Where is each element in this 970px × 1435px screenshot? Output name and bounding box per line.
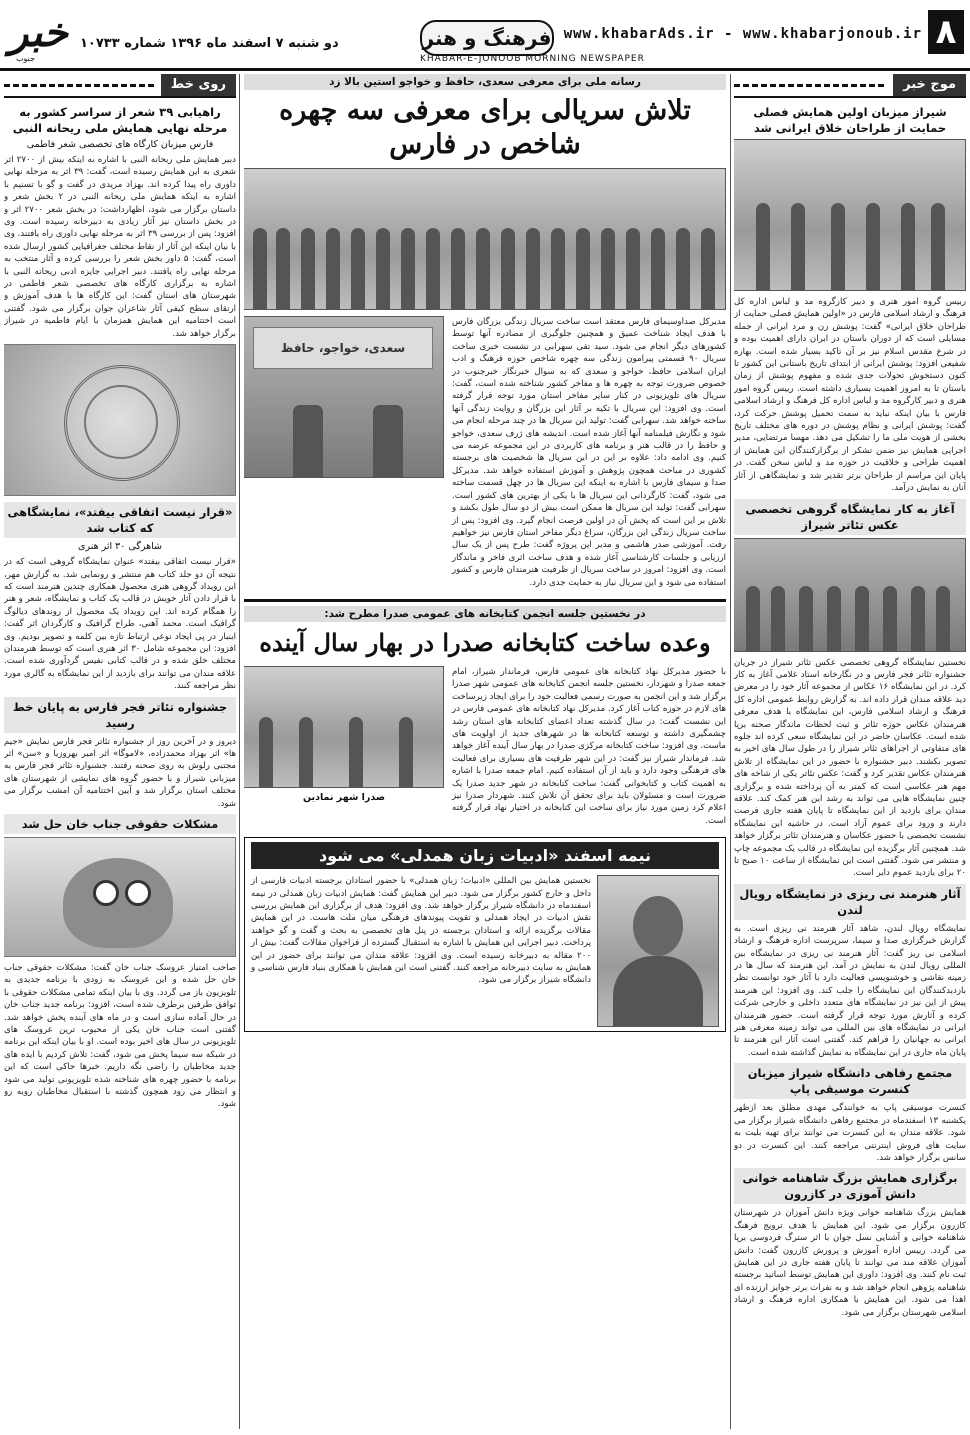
- article-title: جشنواره تئاتر فجر فارس به پایان خط رسید: [4, 697, 236, 733]
- calligraphy-ornament-image: [4, 344, 236, 496]
- article-title: برگزاری همایش بزرگ شاهنامه خوانی دانش آموزی در کازرون: [734, 1168, 966, 1204]
- poster-banner: سعدی، خواجو، حافظ: [253, 327, 433, 369]
- article-body: همایش بزرگ شاهنامه خوانی ویژه دانش آموزان در شهرستان کازرون برگزار می شود. این همایش با هدف ترویج فرهنگ شاهنامه خوانی و آشنایی نسل جوان با اثر سترگ فردوسی برپا می گردد. رییس اداره آموزش و پرورش کازرون گفت: دانش آموزان علاقه مند می توانند تا پایان هفته جاری در این همایش ثبت نام کنند. وی افزود: داوری این همایش توسط اساتید برجسته شاهنامه پژوهی انجام خواهد شد و به نفرات برتر جوایز ارزنده ای اهدا می شود. این همایش با همکاری اداره فرهنگ و ارشاد اسلامی شهرستان برگزار می شود.: [734, 1208, 966, 1318]
- story-block: [244, 316, 726, 593]
- column-label: روی خط: [161, 74, 236, 96]
- article-body: نخستین نمایشگاه گروهی تخصصی عکس تئاتر شیراز در جریان جشنواره تئاتر فجر فارس و در نگارخانه استاد غلامی آغاز به کار کرد. در این نمایشگاه ۱۶ عکاس از مجموعه آثار خود را در معرض دید علاقه مندان قرار داده اند. به گزارش روابط عمومی اداره کل فرهنگ و ارشاد اسلامی فارس، این نمایشگاه با هدف معرفی هنرمندان عکاس حوزه تئاتر و ثبت لحظات ماندگار صحنه برپا شده است. عکاسان حاضر در این نمایشگاه سعی کرده اند جلوه های متفاوتی از اجراهای تئاتر شیراز را در طول سال های اخیر به تصویر بکشند. دبیر جشنواره با حضور در این نمایشگاه از تلاش هنرمندان عکاس تقدیر کرد و گفت: عکس تئاتر یکی از شاخه های مهم هنر عکاسی است که کمتر به آن پرداخته شده و برگزاری چنین نمایشگاه هایی می تواند به رشد این هنر کمک کند. علاقه مندان برای بازدید از این نمایشگاه تا پایان هفته جاری فرصت دارند و ورود برای عموم آزاد است. در حاشیه این نمایشگاه نشست تخصصی با حضور عکاسان و هنرمندان تئاتر برگزار خواهد شد. همچنین آثار برگزیده این نمایشگاه در قالب یک مجموعه چاپ و منتشر می شود. گفتنی است این نمایشگاه از ساعت ۱۰ صبح تا ۲۰ برای بازدید عموم دایر است.: [734, 657, 966, 879]
- article-body: صاحب امتیاز عروسک جناب خان گفت: مشکلات حقوقی جناب خان حل شده و این عروسک به زودی با برنامه جدیدی به تلویزیون باز می گردد. وی با بیان اینکه تمامی مشکلات حقوقی با توافق طرفین برطرف شده است، افزود: برنامه جدید جناب خان در حال آماده سازی است و در ماه های آینده پخش خواهد شد. گفتنی است جناب خان یکی از محبوب ترین عروسک های تلویزیونی در سال های اخیر بوده است. او با بیان اینکه این برنامه در شبکه سه سیما پخش می شود، گفت: تلاش کردیم با ایده های جدید مخاطبان را راضی نگه داریم. خبرها حاکی است که این برنامه با حضور چهره های شناخته شده تلویزیونی تولید می شود و انتظار می رود همچون گذشته با استقبال مخاطبان روبه رو شود.: [4, 963, 236, 1110]
- headline-kicker: رسانه ملی برای معرفی سعدی، حافظ و خواجو استین بالا زد: [244, 74, 726, 90]
- column-label: موج خبر: [893, 74, 966, 96]
- article-body: مدیرکل صداوسیمای فارس معتقد است ساخت سریال زندگی بزرگان فارس با هدف ایجاد شناخت عمیق و همچنین جلوگیری از مصادره آنها توسط کشورهای دیگر انجام می شود. سید تقی سهرابی در نشست خبری ساخت سریال ۹۰ قسمتی پیرامون زندگی سه چهره شاخص حوزه فرهنگ و ادب ایران اسلامی حافظ، خواجو و سعدی که به سوال خبرنگار خبرجنوب در خصوص ضرورت توجه به چهره ها و مفاخر کشور شناخته شده است، گفت: سریال های تلویزیونی در کنار سایر مفاخر استان مورد توجه قرار گرفته است. وی افزود: این سریال با تکیه بر آثار این بزرگان و روایت زندگی آنها ساخته خواهد شد. سهرابی گفت: تولید این سریال ها در چند مرحله انجام می شود و نگارش فیلمنامه آنها آغاز شده است. اندیشه های ژرف سعدی، خواجو و حافظ را در قالب هنر و برنامه های کاربردی در این مجموعه عرضه می کنیم. وی ادامه داد: علاوه بر این در این سریال ها شخصیت های برجسته کشوری در مباحث همچون پژوهش و آموزش استفاده خواهد شد. مدیرکل صدا و سیمای فارس با اشاره به اینکه این سریال ها در چهل قسمت ساخته می شود، گفت: کارگردانی این سریال ها با یکی از بهترین های کشور است. سهرابی گفت: تولید این سریال ها ممکن است بیش از دو سال طول بکشد و تلاش بر این است که پخش آن در اولین فرصت انجام گیرد. وی افزود: پس از ساخت سریال زندگی این بزرگان، سراغ دیگر مفاخر استان فارس نیز خواهیم رفت. آموزشی صدر هاشمی و مدیر این پروژه گفت: طرح پس از یک سال ارزیابی و جلسات کارشناسی آغاز شده و هدف ساخت اثری فاخر و ماندگار است. وی افزود: امروز در ساخت سریال از ظرفیت هنرمندان فارس و کشور استفاده می شود و این سریال نیاز به حمایت جدی دارد.: [452, 317, 726, 588]
- article-body: دیروز و در آخرین روز از جشنواره تئاتر فجر فارس نمایش «جیم ها» اثر بهزاد محمدزاده، «لاموگا» اثر امیر بهروزیا و «سن» اثر مجتبی رلوش به روی صحنه رفتند. جشنواره تئاتر فجر فارس به میزبانی شیراز و با حضور گروه های نمایشی از شهرستان های مختلف استان برگزار شد و آیین اختتامیه آن امشب برگزار می شود.: [4, 736, 236, 809]
- article-subtitle: شاهرگی ۳۰ اثر هنری: [78, 541, 162, 553]
- article-title: راهیابی ۳۹ شعر از سراسر کشور به مرحله نهایی همایش ملی ریحانه النبی: [12, 105, 228, 135]
- article-with-image: [4, 154, 236, 344]
- article-body: با حضور مدیرکل نهاد کتابخانه های عمومی فارس، فرماندار شیراز، امام جمعه صدرا و شهردار، نخستین جلسه انجمن کتابخانه های عمومی شهر صدرا برگزار شد و این انجمن به صورت رسمی فعالیت خود را برای ایجاد زیرساخت های لازم در حوزه کتاب آغاز کرد. مدیرکل نهاد کتابخانه های عمومی فارس در این نشست گفت: در سال گذشته تعداد اعضای کتابخانه های استان رشد چشمگیری داشته و توسعه کتابخانه ها در شهرهای جدید از اولویت های ماست. وی افزود: ساخت کتابخانه مرکزی صدرا در بهار سال آینده آغاز خواهد شد. فرماندار شیراز نیز گفت: در این شهر ظرفیت های بسیاری برای فعالیت های فرهنگی وجود دارد و باید از آن استفاده کنیم. امام جمعه صدرا با اشاره به اهمیت کتاب و کتابخوانی گفت: ساخت کتابخانه در شهر جدید صدرا یک ضرورت است و مسئولان باید برای تحقق آن تلاش کنند. شهردار صدرا نیز اعلام کرد زمین مورد نیاز برای ساخت این کتابخانه در اختیار نهاد قرار گرفته است.: [451, 666, 726, 826]
- newspaper-tagline: KHABAR-E-JONOOB MORNING NEWSPAPER: [420, 54, 645, 64]
- left-column: [4, 74, 236, 1429]
- website-links[interactable]: www.khabarAds.ir - www.khabarjonoub.ir: [563, 26, 922, 42]
- article-title: آثار هنرمند نی ریزی در نمایشگاه رویال لندن: [734, 884, 966, 920]
- article-body: رییس گروه امور هنری و دبیر کارگروه مد و لباس اداره کل فرهنگ و ارشاد اسلامی فارس در «اولین همایش فصلی حمایت از طراحان خلاق ایرانی» گفت: پوشش زن و مرد ایرانی از جمله مسایلی است که از دوران باستان در ایران دارای اهمیت بوده و در شرع مقدس اسلام نیز بر آن تاکید بسیار شده است. بهاره شفیعی افزود: پوشش ایرانی از ابتدای تاریخ باستانی این کشور تا کنون دستخوش تحولات جدی شده و مفهوم پوشش از زمان باستان تا به امروز اهمیت بسیاری داشته است. رییس گروه امور هنری و دبیر کارگروه مد و لباس اداره کل فرهنگ و ارشاد اسلامی فارس با بیان اینکه نباید به سمت تحمیل پوشش حرکت کرد، گفت: پوشش ایرانی و نظام پوشش در دوره های مختلف تاریخ بخشی از هویت ملی ما را تشکیل می دهد. مهسا مرتضایی، مدیر اجرایی همایش نیز ضمن تشکر از برگزارکنندگان این همایش از اهمیت طراحی و خلاقیت در حوزه مد و لباس سخن گفت. در پایان این مراسم از طراحان برتر تقدیر شد و نمایشگاهی از آثار آنان به نمایش درآمد.: [734, 297, 966, 494]
- article-body: «قرار نیست اتفاقی بیفتد» عنوان نمایشگاه گروهی است که در نتیجه آن دو جلد کتاب هم منتشر و رونمایی شد. به گزارش مهر، این رویداد گروهی هنری محصول همکاری چندین هنرمند است که با قرار دادن آثار خویش در قالب یک کتاب و نمایشگاه، شعر و هنر را همگام کرده اند. این رویداد یک محصول از روندهای دیالوگ گرافیک است. محمد آهنی، طراح گرافیک و کارگردان اثر گفت: اینبار در پی ایجاد نوعی ارتباط تازه بین کلمه و تصویر بودیم. وی افزود: این مجموعه شامل ۳۰ اثر هنری است که توسط هنرمندان مختلف خلق شده و در قالب کتابی نفیس گردآوری شده است. علاقه مندان می توانند برای بازدید از این نمایشگاه به گالری مورد نظر مراجعه کنند.: [4, 557, 236, 692]
- group-photo: [244, 168, 726, 310]
- column-divider: [730, 74, 731, 1429]
- page-number: ۸: [928, 10, 964, 54]
- article-body: نمایشگاه رویال لندن، شاهد آثار هنرمند نی ریزی است. به گزارش خبرگزاری صدا و سیما، سرپرست اداره فرهنگ و ارشاد اسلامی نی ریز گفت: آثار هنرمند نی ریزی در نمایشگاه بین المللی رویال لندن به نمایش در آمد. این هنرمند که سال ها در زمینه نقاشی و خوشنویسی فعالیت دارد با آثار خود توانست نظر بازدیدکنندگان این نمایشگاه را جلب کند. وی افزود: این هنرمند پیش از این نیز در نمایشگاه های متعدد داخلی و خارجی شرکت کرده و آثارش مورد توجه قرار گرفته است. حضور هنرمندان ایرانی در نمایشگاه های بین المللی می تواند زمینه معرفی هنر ایرانی به جهانیان را فراهم کند. گفتنی است آثار این هنرمند تا پایان ماه جاری در این نمایشگاه به نمایش گذاشته شده است.: [734, 923, 966, 1058]
- column-divider: [239, 74, 240, 1429]
- article-title: شیراز میزبان اولین همایش فصلی حمایت از طراحان خلاق ایرانی شد: [753, 105, 947, 135]
- secondary-headline: وعده ساخت کتابخانه صدرا در بهار سال آینده: [259, 627, 711, 657]
- main-headline: تلاش سریالی برای معرفی سه چهره شاخص در فارس: [279, 95, 691, 160]
- portrait-photo: [597, 875, 719, 1027]
- feature-headline: نیمه اسفند «ادبیات زبان همدلی» می شود: [251, 842, 719, 869]
- right-column: [734, 74, 966, 1429]
- article-body: نخستین همایش بین المللی «ادبیات؛ زبان همدلی» با حضور استادان برجسته ادبیات فارسی از داخل و خارج کشور برگزار می شود. دبیر این همایش گفت: همایش ادبیات زبان همدلی در نیمه اسفندماه در دانشگاه شیراز برگزار خواهد شد. وی افزود: هدف از برگزاری این همایش بررسی نقش ادبیات در ایجاد همدلی و تقویت پیوندهای فرهنگی میان ملت هاست. در این همایش مقالات برگزیده ارائه و استادان برجسته در پنل های تخصصی به بحث و گفت و گو خواهند پرداخت. دبیر اجرایی این همایش با اشاره به استقبال گسترده از فراخوان مقالات گفت: بیش از ۲۰۰ مقاله به دبیرخانه رسیده است. وی افزود: علاقه مندان می توانند برای حضور در این همایش به سایت دبیرخانه مراجعه کنند. گفتنی است این همایش با همکاری بنیاد فارس شناسی و دانشگاه شیراز برگزار می شود.: [251, 876, 591, 986]
- center-column: [244, 74, 726, 1429]
- article-title: «قرار نیست اتفاقی بیفتد»، نمایشگاهی که کتاب شد: [4, 502, 236, 538]
- article-title: مشکلات حقوقی جناب خان حل شد: [4, 814, 236, 834]
- feature-body: [251, 875, 719, 1027]
- article-body: دبیر همایش ملی ریحانه النبی با اشاره به اینکه بیش از ۲۷۰۰ اثر شعری به این همایش رسیده است، گفت: ۳۹ اثر به مرحله نهایی داوری راه پیدا کرده اند. بهزاد مریدی در گفت و گو با تسنیم با اشاره به اینکه همایش ملی ریحانه النبی در ۲ بخش شعر و داستان برگزار می شود، اظهارداشت: در بخش شعر ۲۷۰۰ اثر و در بخش داستان نیز آثار زیادی به دبیرخانه رسیده است. وی افزود: پس از بررسی ۳۹ اثر به مرحله نهایی داوری راه یافتند. وی با بیان اینکه این آثار از نقاط مختلف جغرافیایی کشور ارسال شده است، گفت: ۵ داور بخش شعر را بررسی کرده و آثار منتخب به مرحله نهایی راه یافتند. دبیر اجرایی جایزه ادبی ریحانه النبی با اشاره به برگزاری کارگاه های تخصصی شعر فاطمی در شهرستان های استان گفت: این کارگاه ها با هدف آموزش و ارتقای سطح کیفی آثار شاعران جوان برگزار می شود. گفتنی است اختتامیه این همایش همزمان با ایام فاطمیه در شیراز برگزار خواهد شد.: [4, 155, 236, 339]
- masthead: [0, 0, 970, 71]
- header-rule: [4, 84, 155, 87]
- press-conference-photo: [244, 316, 444, 478]
- header-rule: [734, 84, 887, 87]
- article-subtitle: فارس میزبان کارگاه های تخصصی شعر فاطمی: [26, 139, 214, 150]
- issue-date: دو شنبه ۷ اسفند ماه ۱۳۹۶ شماره ۱۰۷۳۳: [80, 36, 339, 51]
- section-title: فرهنگ و هنر: [420, 20, 554, 56]
- puppet-photo: [4, 837, 236, 957]
- newspaper-logo-sub: جنوب: [16, 54, 36, 63]
- article-photo: [734, 139, 966, 291]
- left-column-header: [4, 74, 236, 98]
- article-photo: [734, 538, 966, 652]
- meeting-photo: [244, 666, 444, 788]
- article-body: کنسرت موسیقی پاپ به خوانندگی مهدی مطلق بعد ازظهر یکشنبه ۱۳ اسفندماه در مجتمع رفاهی دانشگاه شیراز برگزار می شود. علاقه مندان به این کنسرت می توانند برای تهیه بلیت به سایت های فروش اینترنتی مراجعه کنند. این کنسرت در دو سانس برگزار خواهد شد.: [734, 1103, 966, 1163]
- article-title: مجتمع رفاهی دانشگاه شیراز میزبان کنسرت موسیقی پاپ: [734, 1063, 966, 1099]
- bottom-feature-box: [244, 837, 726, 1032]
- right-column-header: [734, 74, 966, 98]
- library-story: [244, 666, 726, 831]
- article-subtitle: صدرا شهر نمادین: [302, 791, 386, 803]
- article-title: آغاز به کار نمایشگاه گروهی تخصصی عکس تئاتر شیراز: [734, 499, 966, 535]
- headline-kicker: در نخستین جلسه انجمن کتابخانه های عمومی صدرا مطرح شد:: [244, 606, 726, 622]
- story-section: [244, 599, 726, 831]
- newspaper-logo: خبر: [9, 9, 68, 56]
